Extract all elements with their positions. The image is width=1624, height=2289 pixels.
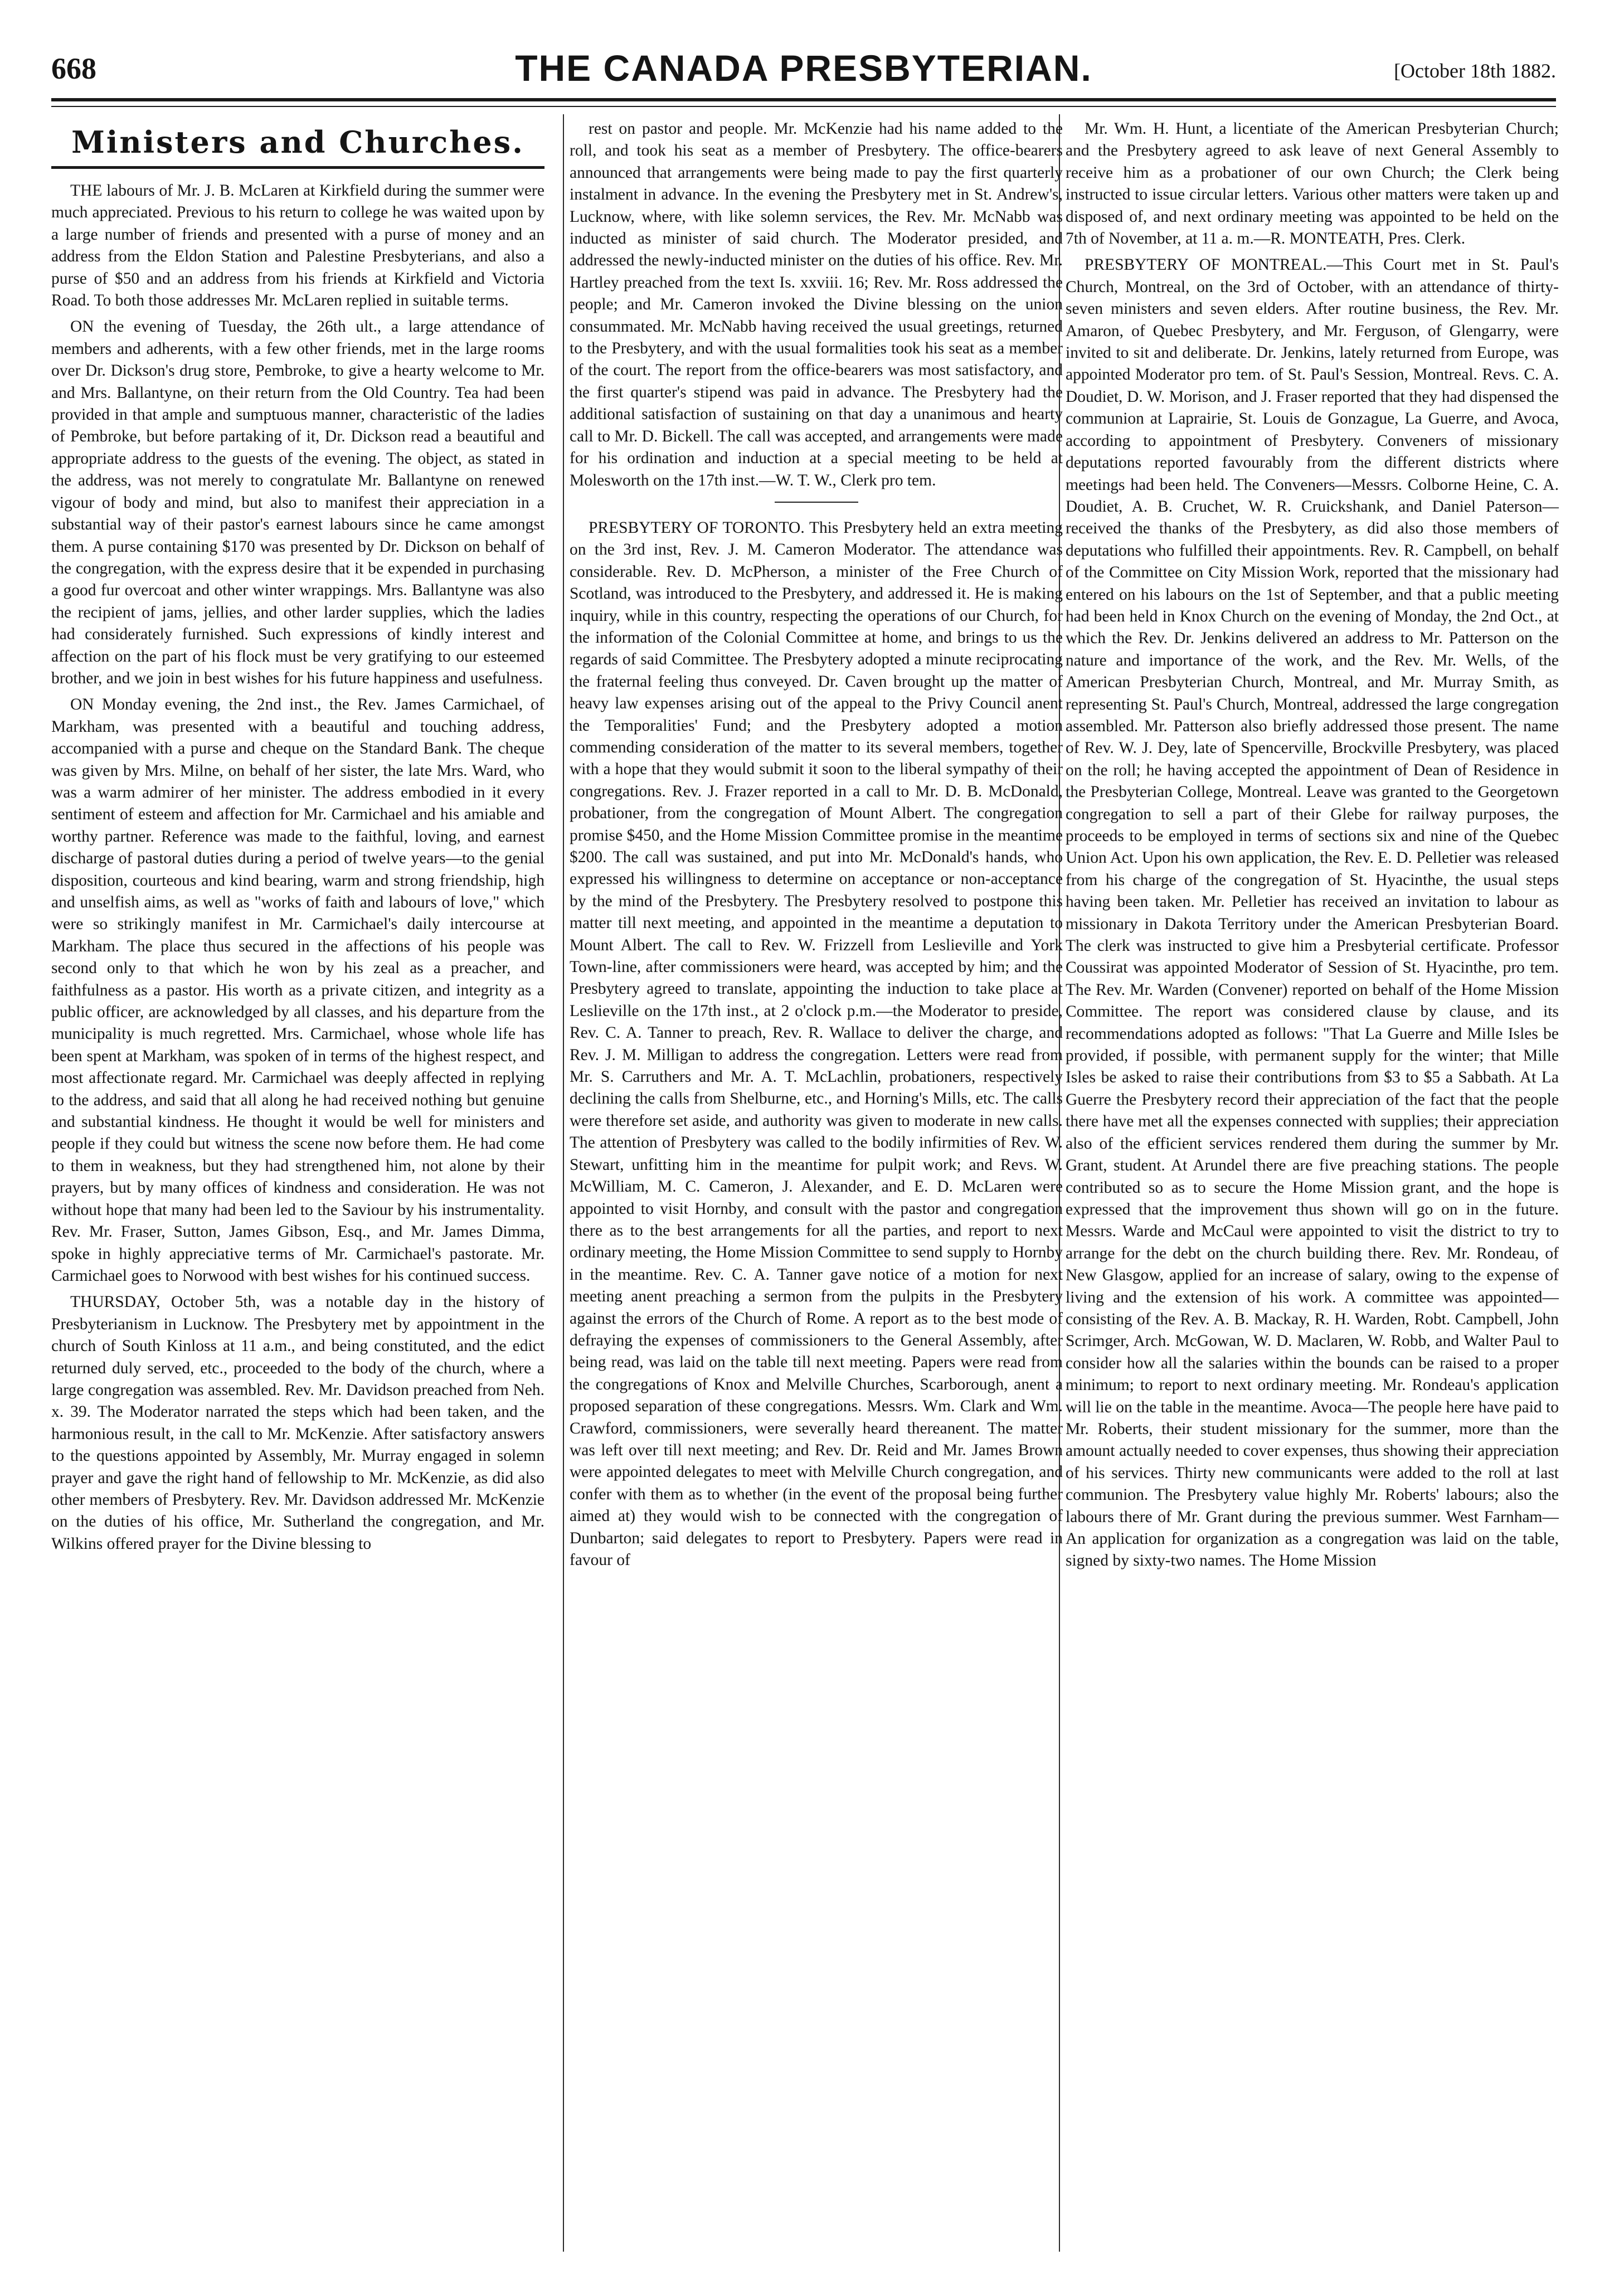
article-paragraph: ON the evening of Tuesday, the 26th ult., a large attendance of members and adherents, with a few other friends, met in the large rooms over Dr. Dickson's drug store, Pembroke, to give a hearty welcome to Mr. and Mrs. Ballantyne, on their return from the Old Country. Tea had been provided in that ample and sumptuous manner, characteristic of the ladies of Pembroke, but before partaking of it, Dr. Dickson read a beautiful and appropriate address to the guests of the evening. The object, as stated in the address, was not merely to congratulate Mr. Ballantyne on renewed vigour of body and mind, but also to manifest their appreciation in a substantial way of their pastor's earnest labours since he came amongst them. A purse containing $170 was presented by Dr. Dickson on behalf of the congregation, with the express desire that it be expended in purchasing a good fur overcoat and other winter wrappings. Mrs. Ballantyne was also the recipient of jams, jellies, and other larder supplies, which the ladies had considerately furnished. Such expressions of kindly interest and affection on the part of his flock must be very gratifying to our esteemed brother, and we join in best wishes for his future happiness and usefulness.: [51, 318, 544, 687]
page-number: 668: [51, 52, 96, 85]
column-3: [1066, 118, 1559, 2256]
section-heading: Ministers and Churches.: [71, 124, 524, 160]
column-divider: [563, 114, 564, 2252]
section-rule: [51, 166, 544, 169]
article-paragraph: Mr. Wm. H. Hunt, a licentiate of the American Presbyterian Church; and the Presbytery agreed to ask leave of next General Assembly to receive him as a probationer of our own Church; the Clerk being instructed to issue circular letters. Various other matters were taken up and disposed of, and next ordinary meeting was appointed to be held on the 7th of November, at 11 a. m.—R. MONTEATH, Pres. Clerk.: [1066, 120, 1559, 248]
article-paragraph: ON Monday evening, the 2nd inst., the Rev. James Carmichael, of Markham, was presented with a beautiful and touching address, accompanied with a purse and cheque on the Standard Bank. The cheque was given by Mrs. Milne, on behalf of her sister, the late Mrs. Ward, who was a warm admirer of her minister. The address embodied in it every sentiment of esteem and affection for Mr. Carmichael and his amiable and worthy partner. Reference was made to the faithful, loving, and earnest discharge of pastoral duties during a period of twelve years—to the genial disposition, courteous and kind bearing, warm and strong friendship, high and unselfish aims, as well as "works of faith and labours of love," which were so strikingly manifest in Mr. Carmichael's daily intercourse at Markham. The place thus secured in the affections of his people was second only to that which he won by his zeal as a preacher, and faithfulness as a pastor. His worth as a private citizen, and integrity as a public officer, are acknowledged by all classes, and his departure from the municipality is much regretted. Mrs. Carmichael, whose whole life has been spent at Markham, was spoken of in terms of the highest respect, and most affectionate regard. Mr. Carmichael was deeply affected in replying to the address, and said that all along he had received nothing but genuine and substantial kindness. He thought it would be well for ministers and people if they could but witness the scene now before them. He had come to them in weakness, but they had strengthened him, not alone by their prayers, but by many offices of kindness and consideration. He was not without hope that many had been led to the Saviour by his instrumentality. Rev. Mr. Fraser, Sutton, James Gibson, Esq., and Mr. James Dimma, spoke in highly appreciative terms of Mr. Carmichael's pastorate. Mr. Carmichael goes to Norwood with best wishes for his continued success.: [51, 696, 544, 1285]
article-paragraph: THURSDAY, October 5th, was a notable day in the history of Presbyterianism in Lucknow. The Presbytery met by appointment in the church of South Kinloss at 11 a.m., and being constituted, and the edict returned duly served, etc., proceeded to the body of the church, where a large congregation was assembled. Rev. Mr. Davidson preached from Neh. x. 39. The Moderator narrated the steps which had been taken, and the harmonious result, in the call to Mr. McKenzie. After satisfactory answers to the questions appointed by Assembly, Mr. Murray engaged in solemn prayer and gave the right hand of fellowship to Mr. McKenzie, as did also other members of Presbytery. Rev. Mr. Davidson addressed Mr. McKenzie on the duties of his office, Mr. Sutherland the congregation, and Mr. Wilkins offered prayer for the Divine blessing to: [51, 1293, 544, 1553]
article-paragraph: rest on pastor and people. Mr. McKenzie had his name added to the roll, and took his seat as a member of Presbytery. The office-bearers announced that arrangements were being made to pay the first quarterly instalment in advance. In the evening the Presbytery met in St. Andrew's, Lucknow, where, with like solemn services, the Rev. Mr. McNabb was inducted as minister of said church. The Moderator presided, and addressed the newly-inducted minister on the duties of his office. Rev. Mr. Hartley preached from the text Is. xxviii. 16; Rev. Mr. Ross addressed the people; and Mr. Cameron invoked the Divine blessing on the union consummated. Mr. McNabb having received the usual greetings, returned to the Presbytery, and with the usual formalities took his seat as a member of the court. The report from the office-bearers was most satisfactory, and the first quarter's stipend was paid in advance. The Presbytery had the additional satisfaction of sustaining on that day a unanimous and hearty call to Mr. D. Bickell. The call was accepted, and arrangements were made for his ordination and induction at a special meeting to be held at Molesworth on the 17th inst.—W. T. W., Clerk pro tem.: [570, 120, 1063, 489]
newspaper-title: THE CANADA PRESBYTERIAN.: [515, 47, 1092, 89]
article-divider: [775, 502, 858, 503]
article-paragraph: PRESBYTERY OF MONTREAL.—This Court met in St. Paul's Church, Montreal, on the 3rd of October, with an attendance of thirty-seven ministers and seven elders. After routine business, the Rev. Mr. Amaron, of Quebec Presbytery, and Mr. Ferguson, of Glengarry, were invited to sit and deliberate. Dr. Jenkins, lately returned from Europe, was appointed Moderator pro tem. of St. Paul's Session, Montreal. Revs. C. A. Doudiet, D. W. Morison, and J. Fraser reported that they had dispensed the communion at Laprairie, St. Louis de Gonzague, La Guerre, and Avoca, according to appointment of Presbytery. Conveners of missionary deputations reported favourably from the different districts where meetings had been held. The Conveners—Messrs. Colborne Heine, C. A. Doudiet, A. B. Cruchet, W. R. Cruickshank, and Daniel Paterson—received the thanks of the Presbytery, as did also those members of deputations who fulfilled their appointments. Rev. R. Campbell, on behalf of the Committee on City Mission Work, reported that the missionary had entered on his labours on the 1st of September, and that a public meeting had been held in Knox Church on the evening of Monday, the 2nd Oct., at which the Rev. Dr. Jenkins delivered an address to Mr. Patterson on the nature and importance of the work, and the Rev. Mr. Wells, of the American Presbyterian Church, Montreal, and Mr. Murray Smith, as representing St. Paul's Church, Montreal, addressed the large congregation assembled. Mr. Patterson also briefly addressed those present. The name of Rev. W. J. Dey, late of Spencerville, Brockville Presbytery, was placed on the roll; he having accepted the appointment of Dean of Residence in the Presbyterian College, Montreal. Leave was granted to the Georgetown congregation to sell a part of their Glebe for railway purposes, the proceeds to be employed in terms of sections six and nine of the Quebec Union Act. Upon his own application, the Rev. E. D. Pelletier was released from his charge of the congregation of St. Hyacinthe, the usual steps having been taken. Mr. Pelletier has received an invitation to labour as missionary in Dakota Territory under the American Presbyterian Board. The clerk was instructed to give him a Presbyterial certificate. Professor Coussirat was appointed Moderator of Session of St. Hyacinthe, pro tem. The Rev. Mr. Warden (Convener) reported on behalf of the Home Mission Committee. The report was considered clause by clause, and its recommendations adopted as follows: "That La Guerre and Mille Isles be provided, if possible, with permanent supply for the winter; that Mille Isles be asked to raise their contributions from $3 to $5 a Sabbath. At La Guerre the Presbytery record their appreciation of the fact that the people there have met all the expenses connected with supplies; their appreciation also of the efficient services rendered them during the summer by Mr. Grant, student. At Arundel there are five preaching stations. The people contributed so as to secure the Home Mission grant, and the hope is expressed that the improvement thus shown will go on in the future. Messrs. Warde and McCaul were appointed to visit the district to try to arrange for the debt on the church building there. Rev. Mr. Rondeau, of New Glasgow, applied for an increase of salary, owing to the expense of living and the extension of his work. A committee was appointed—consisting of the Rev. A. B. Mackay, R. H. Warden, Robt. Campbell, John Scrimger, Arch. McGowan, W. D. Maclaren, W. Robb, and Walter Paul to consider how all the salaries within the bounds can be raised to a proper minimum; to report to next ordinary meeting. Mr. Rondeau's application will lie on the table in the meantime. Avoca—The people here have paid to Mr. Roberts, their student missionary for the summer, more than the amount actually needed to cover expenses, thus showing their appreciation of his services. Thirty new communicants were added to the roll at last communion. The Presbytery value highly Mr. Roberts' labours; also the labours there of Mr. Grant during the previous summer. West Farnham—An application for organization as a congregation was laid on the table, signed by sixty-two names. The Home Mission: [1066, 256, 1559, 1570]
column-1: [51, 118, 544, 2256]
header-rule-thin: [51, 106, 1556, 107]
issue-date: [October 18th 1882.: [1394, 60, 1556, 82]
column-2: [570, 118, 1063, 2256]
header-rule: [51, 98, 1556, 101]
page-header: [51, 47, 1556, 95]
article-paragraph: PRESBYTERY OF TORONTO. This Presbytery held an extra meeting on the 3rd inst, Rev. J. M. Cameron Moderator. The attendance was considerable. Rev. D. McPherson, a minister of the Free Church of Scotland, was introduced to the Presbytery, and addressed it. He is making inquiry, while in this country, respecting the operations of our Church, for the information of the Colonial Committee at home, and brings to us the regards of said Committee. The Presbytery adopted a minute reciprocating the fraternal feeling thus conveyed. Dr. Caven brought up the matter of heavy law expenses arising out of the appeal to the Privy Council anent the Temporalities' Fund; and the Presbytery adopted a motion commending consideration of the matter to its several members, together with a hope that they would submit it soon to the liberal sympathy of their congregations. Rev. J. Frazer reported in a call to Mr. D. B. McDonald, probationer, from the congregation of Mount Albert. The congregation promise $450, and the Home Mission Committee promise in the meantime $200. The call was sustained, and put into Mr. McDonald's hands, who expressed his willingness to determine on acceptance or non-acceptance by the mind of the Presbytery. The Presbytery resolved to postpone this matter till next meeting, and appointed in the meantime a deputation to Mount Albert. The call to Rev. W. Frizzell from Leslieville and York Town-line, after commissioners were heard, was accepted by him; and the Presbytery agreed to translate, appointing the induction to take place at Leslieville on the 17th inst., at 2 o'clock p.m.—the Moderator to preside, Rev. C. A. Tanner to preach, Rev. R. Wallace to deliver the charge, and Rev. J. M. Milligan to address the congregation. Letters were read from Mr. S. Carruthers and Mr. A. T. McLachlin, probationers, respectively declining the calls from Shelburne, etc., and Horning's Mills, etc. The calls were therefore set aside, and authority was given to moderate in new calls. The attention of Presbytery was called to the bodily infirmities of Rev. W. Stewart, unfitting him in the meantime for pulpit work; and Revs. W. McWilliam, M. C. Cameron, J. Alexander, and E. D. McLaren were appointed to visit Hornby, and consult with the pastor and congregation there as to the best arrangements for all the parties, and report to next ordinary meeting, the Home Mission Committee to send supply to Hornby in the meantime. Rev. C. A. Tanner gave notice of a motion for next meeting anent preaching a sermon from the pulpits in the Presbytery against the errors of the Church of Rome. A report as to the best mode of defraying the expenses of commissioners to the General Assembly, after being read, was laid on the table till next meeting. Papers were read from the congregations of Knox and Melville Churches, Scarborough, anent a proposed separation of these congregations. Messrs. Wm. Clark and Wm. Crawford, commissioners, were severally heard thereanent. The matter was left over till next meeting; and Rev. Dr. Reid and Mr. James Brown were appointed delegates to meet with Melville Church congregation, and confer with them as to whether (in the event of the proposal being further aimed at) they would wish to be connected with the congregation of Dunbarton; said delegates to report to Presbytery. Papers were read in favour of: [570, 518, 1063, 1569]
article-paragraph: THE labours of Mr. J. B. McLaren at Kirkfield during the summer were much appreciated. Previous to his return to college he was waited upon by a large number of friends and presented with a purse of money and an address from the Eldon Station and Palestine Presbyterians, and also a purse of $50 and an address from his friends at Kirkfield and Victoria Road. To both those addresses Mr. McLaren replied in suitable terms.: [51, 182, 544, 310]
